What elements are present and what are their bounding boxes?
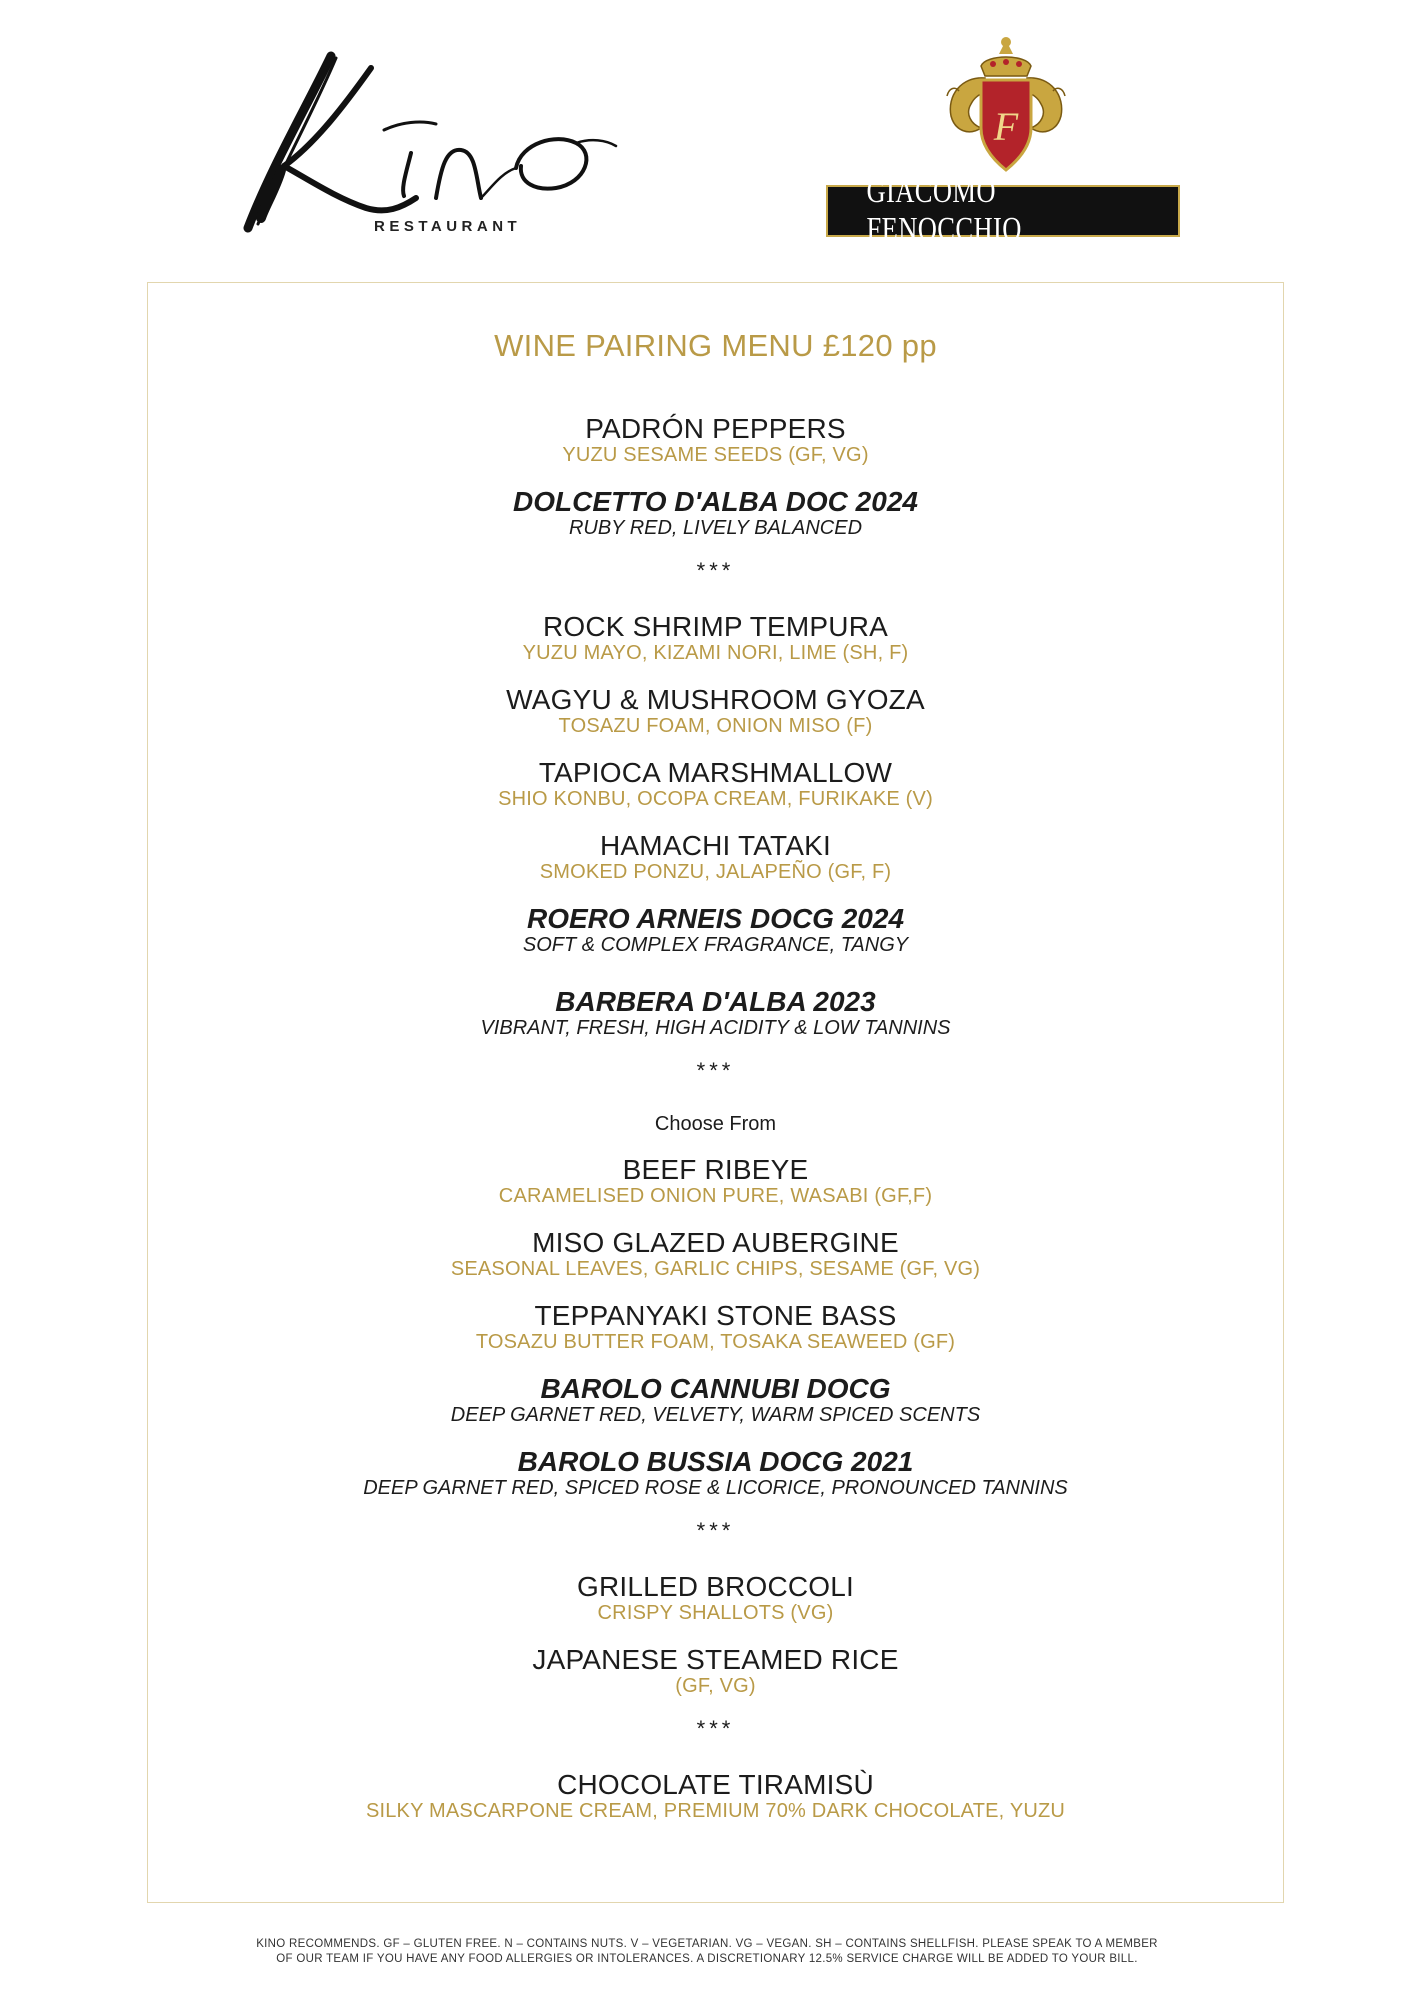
menu-dish [147,1227,1284,1280]
menu-dish [147,1571,1284,1624]
kino-wordmark-icon [236,48,636,238]
menu-dish [147,1644,1284,1697]
menu-dish [147,1154,1284,1207]
dish-description: TOSAZU FOAM, ONION MISO (F) [558,715,873,737]
separator: *** [696,1716,735,1741]
wine-notes: DEEP GARNET RED, SPICED ROSE & LICORICE, PRONOUNCED TANNINS [363,1477,1068,1499]
menu-dish [147,757,1284,810]
dish-description: SHIO KONBU, OCOPA CREAM, FURIKAKE (V) [498,788,933,810]
wine-name: BAROLO CANNUBI DOCG [540,1373,891,1404]
choose-from-label: Choose From [654,1113,777,1135]
separator: *** [696,1518,735,1543]
kino-logo [236,48,636,238]
dish-name: TAPIOCA MARSHMALLOW [538,757,893,788]
partner-name: GIACOMO FENOCCHIO [866,173,1022,248]
dish-name: PADRÓN PEPPERS [585,413,846,444]
dish-description: SILKY MASCARPONE CREAM, PREMIUM 70% DARK CHOCOLATE, YUZU [365,1800,1066,1822]
partner-name-bar [826,173,1180,248]
wine-name: BAROLO BUSSIA DOCG 2021 [517,1446,914,1477]
wine-name: DOLCETTO D'ALBA DOC 2024 [513,486,918,517]
dish-description: YUZU MAYO, KIZAMI NORI, LIME (SH, F) [522,642,909,664]
dish-description: TOSAZU BUTTER FOAM, TOSAKA SEAWEED (GF) [475,1331,956,1353]
menu-wine [147,903,1284,956]
separator: *** [696,558,735,583]
menu-dish [147,684,1284,737]
menu-wine [147,1373,1284,1426]
menu-dish [147,611,1284,664]
dish-name: CHOCOLATE TIRAMISÙ [557,1769,874,1800]
wine-notes: DEEP GARNET RED, VELVETY, WARM SPICED SCENTS [450,1404,981,1426]
wine-notes: RUBY RED, LIVELY BALANCED [568,517,863,539]
dish-description: CRISPY SHALLOTS (VG) [597,1602,834,1624]
allergen-footer [200,1937,1214,1967]
menu-dish [147,413,1284,466]
menu-wine [147,986,1284,1039]
dish-description: SEASONAL LEAVES, GARLIC CHIPS, SESAME (GF, VG) [450,1258,981,1280]
dish-description: YUZU SESAME SEEDS (GF, VG) [562,444,869,466]
separator: *** [696,1058,735,1083]
dish-name: MISO GLAZED AUBERGINE [532,1227,899,1258]
menu-dish [147,1300,1284,1353]
crest-icon [941,36,1071,176]
wine-notes: VIBRANT, FRESH, HIGH ACIDITY & LOW TANNINS [480,1017,951,1039]
svg-text:F: F [993,104,1019,149]
dish-name: ROCK SHRIMP TEMPURA [542,611,889,642]
menu-wine [147,1446,1284,1499]
dish-description: (GF, VG) [675,1675,756,1697]
menu-wine [147,486,1284,539]
menu-dish [147,1769,1284,1822]
dish-name: JAPANESE STEAMED RICE [532,1644,899,1675]
menu-title: WINE PAIRING MENU £120 pp [494,328,937,363]
dish-description: SMOKED PONZU, JALAPEÑO (GF, F) [539,861,892,883]
wine-name: BARBERA D'ALBA 2023 [555,986,876,1017]
dish-name: TEPPANYAKI STONE BASS [534,1300,897,1331]
dish-name: WAGYU & MUSHROOM GYOZA [506,684,925,715]
footer-line: OF OUR TEAM IF YOU HAVE ANY FOOD ALLERGIES OR INTOLERANCES. A DISCRETIONARY 12.5% SERVICE CHARGE WILL BE ADDED TO YOUR BILL. [276,1953,1138,1965]
footer-line: KINO RECOMMENDS. GF – GLUTEN FREE. N – CONTAINS NUTS. V – VEGETARIAN. VG – VEGAN. SH – CONTAINS SHELLFISH. PLEASE SPEAK TO A MEMBER [256,1938,1158,1950]
dish-description: CARAMELISED ONION PURE, WASABI (GF,F) [498,1185,933,1207]
wine-notes: SOFT & COMPLEX FRAGRANCE, TANGY [522,934,909,956]
dish-name: BEEF RIBEYE [622,1154,809,1185]
menu-dish [147,830,1284,883]
wine-name: ROERO ARNEIS DOCG 2024 [526,903,905,934]
dish-name: GRILLED BROCCOLI [576,1571,855,1602]
partner-logo [826,36,1186,248]
dish-name: HAMACHI TATAKI [600,830,831,861]
kino-subtitle: RESTAURANT [374,218,522,235]
